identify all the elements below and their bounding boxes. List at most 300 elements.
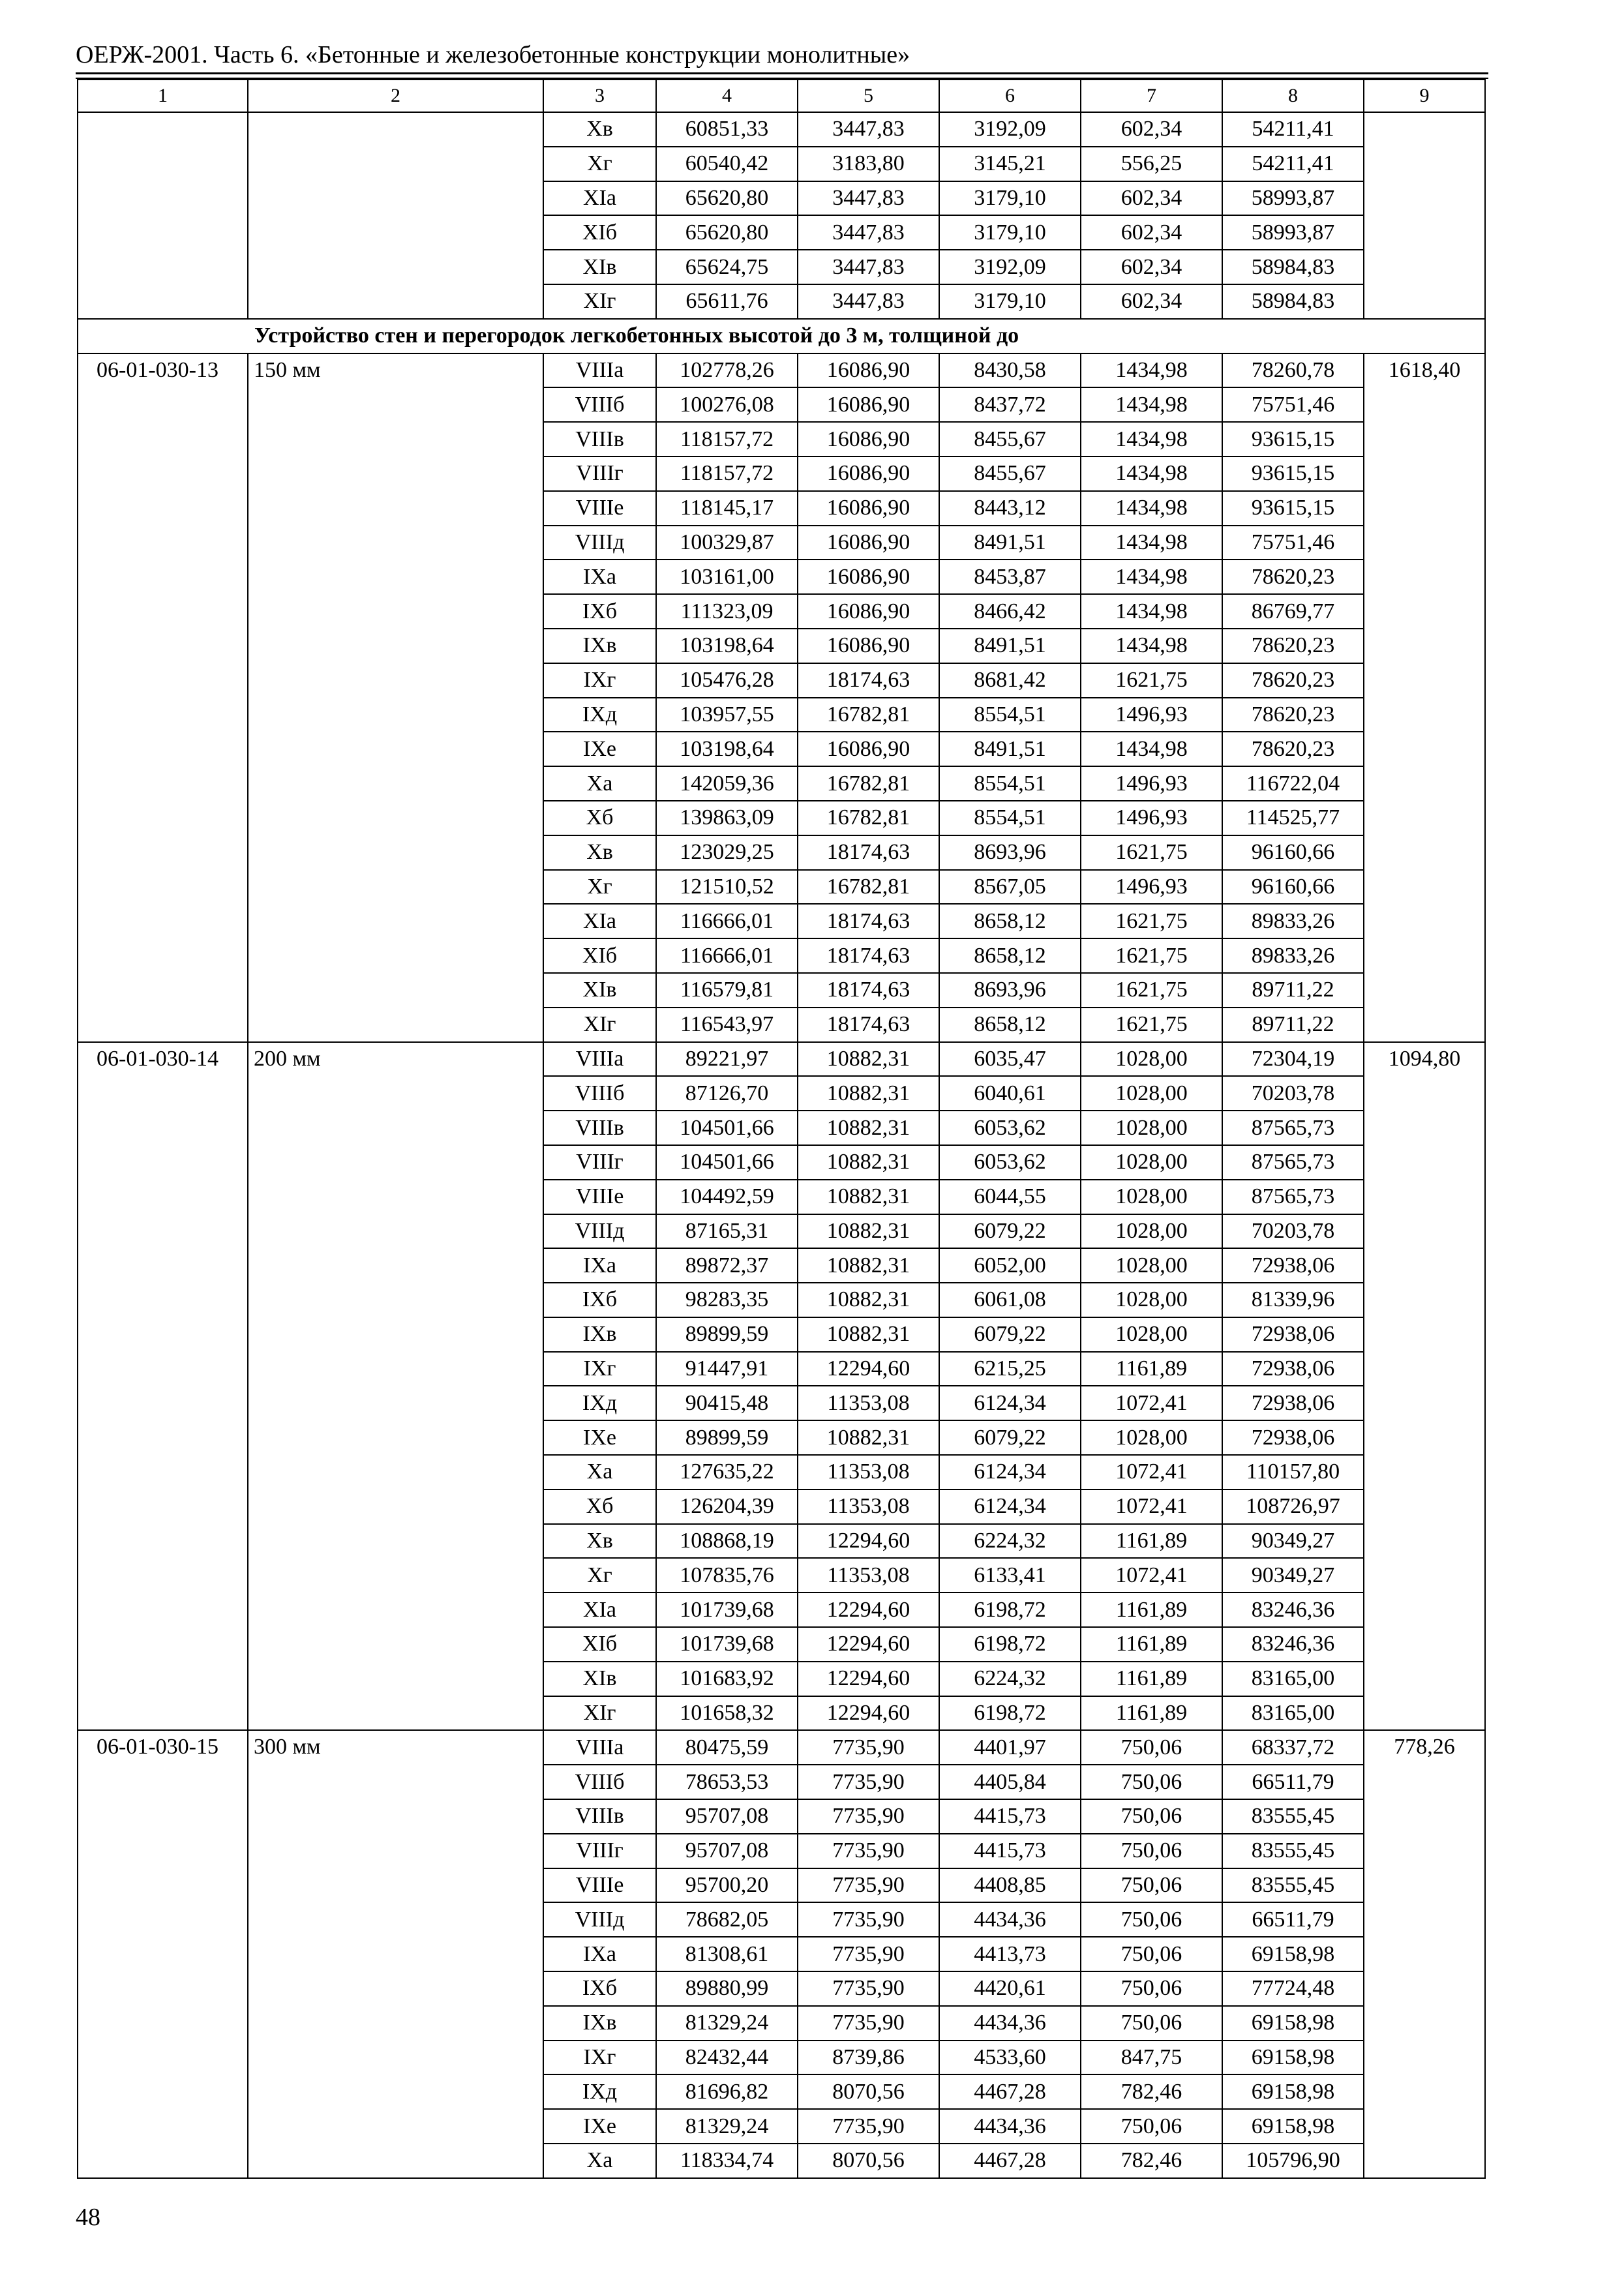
table-cell: 6040,61 bbox=[939, 1076, 1081, 1111]
table-cell: IXв bbox=[543, 1317, 656, 1352]
table-cell: 83555,45 bbox=[1222, 1799, 1364, 1834]
table-cell: 101683,92 bbox=[656, 1662, 798, 1696]
table-cell: 101658,32 bbox=[656, 1696, 798, 1731]
table-cell: 18174,63 bbox=[798, 835, 939, 870]
table-cell: 89880,99 bbox=[656, 1971, 798, 2006]
table-cell: 16782,81 bbox=[798, 698, 939, 732]
table-cell: 83246,36 bbox=[1222, 1593, 1364, 1627]
table-cell: 4467,28 bbox=[939, 2074, 1081, 2109]
table-cell: 81308,61 bbox=[656, 1937, 798, 1971]
table-cell: 750,06 bbox=[1081, 1971, 1222, 2006]
table-cell: 7735,90 bbox=[798, 2006, 939, 2041]
column-number: 6 bbox=[939, 80, 1081, 112]
rate-code: 06-01-030-15 bbox=[78, 1730, 248, 2177]
table-cell: 8443,12 bbox=[939, 491, 1081, 526]
table-cell: 1434,98 bbox=[1081, 422, 1222, 456]
table-cell: 1621,75 bbox=[1081, 1008, 1222, 1042]
table-cell: 105796,90 bbox=[1222, 2144, 1364, 2178]
table-cell: 10882,31 bbox=[798, 1420, 939, 1455]
table-cell: 78620,23 bbox=[1222, 732, 1364, 766]
table-cell: 12294,60 bbox=[798, 1662, 939, 1696]
table-cell: 1028,00 bbox=[1081, 1042, 1222, 1077]
table-cell: 12294,60 bbox=[798, 1524, 939, 1559]
table-cell: 8554,51 bbox=[939, 698, 1081, 732]
table-cell: 96160,66 bbox=[1222, 870, 1364, 905]
table-cell: IXа bbox=[543, 1248, 656, 1283]
table-cell: 556,25 bbox=[1081, 147, 1222, 181]
table-cell: 1028,00 bbox=[1081, 1076, 1222, 1111]
table-cell: 1496,93 bbox=[1081, 870, 1222, 905]
table-cell: 3145,21 bbox=[939, 147, 1081, 181]
rates-table-body bbox=[78, 80, 1485, 2178]
table-cell: 6133,41 bbox=[939, 1558, 1081, 1593]
table-cell: IXг bbox=[543, 2041, 656, 2075]
table-cell: 16086,90 bbox=[798, 387, 939, 422]
table-cell: VIIIд bbox=[543, 1902, 656, 1937]
table-cell: 89711,22 bbox=[1222, 1008, 1364, 1042]
table-cell: 72938,06 bbox=[1222, 1420, 1364, 1455]
table-cell: 83555,45 bbox=[1222, 1868, 1364, 1903]
table-cell: 81339,96 bbox=[1222, 1283, 1364, 1317]
table-cell: 6035,47 bbox=[939, 1042, 1081, 1077]
table-cell: 4420,61 bbox=[939, 1971, 1081, 2006]
table-cell: 8658,12 bbox=[939, 904, 1081, 938]
table-cell: 81329,24 bbox=[656, 2006, 798, 2041]
table-cell: 782,46 bbox=[1081, 2144, 1222, 2178]
table-cell: 8491,51 bbox=[939, 526, 1081, 560]
table-cell: 6079,22 bbox=[939, 1317, 1081, 1352]
table-cell: VIIIе bbox=[543, 1868, 656, 1903]
table-cell: 69158,98 bbox=[1222, 2109, 1364, 2144]
table-cell: VIIIв bbox=[543, 422, 656, 456]
table-cell: 58993,87 bbox=[1222, 181, 1364, 216]
table-cell: 101739,68 bbox=[656, 1627, 798, 1662]
table-cell: 6124,34 bbox=[939, 1386, 1081, 1420]
table-cell: 66511,79 bbox=[1222, 1765, 1364, 1799]
table-cell: 3192,09 bbox=[939, 250, 1081, 284]
table-cell: 18174,63 bbox=[798, 663, 939, 698]
table-cell: XIв bbox=[543, 1662, 656, 1696]
table-cell: 3447,83 bbox=[798, 284, 939, 319]
table-cell: 72938,06 bbox=[1222, 1352, 1364, 1386]
table-cell: 1028,00 bbox=[1081, 1111, 1222, 1145]
table-cell: 1434,98 bbox=[1081, 560, 1222, 594]
table-cell: 1072,41 bbox=[1081, 1455, 1222, 1489]
table-cell: Хг bbox=[543, 870, 656, 905]
table-cell: 602,34 bbox=[1081, 250, 1222, 284]
table-cell: 103957,55 bbox=[656, 698, 798, 732]
table-cell: 8693,96 bbox=[939, 835, 1081, 870]
table-cell: 83555,45 bbox=[1222, 1834, 1364, 1868]
table-cell: 4434,36 bbox=[939, 1902, 1081, 1937]
table-cell: VIIIб bbox=[543, 1076, 656, 1111]
column-number: 1 bbox=[78, 80, 248, 112]
table-cell: 18174,63 bbox=[798, 904, 939, 938]
table-cell: IXе bbox=[543, 2109, 656, 2144]
table-cell: 127635,22 bbox=[656, 1455, 798, 1489]
column-number: 2 bbox=[248, 80, 543, 112]
table-cell: 10882,31 bbox=[798, 1283, 939, 1317]
table-cell: 93615,15 bbox=[1222, 422, 1364, 456]
rate-code: 06-01-030-14 bbox=[78, 1042, 248, 1731]
table-cell: 78620,23 bbox=[1222, 663, 1364, 698]
table-cell: 116579,81 bbox=[656, 973, 798, 1008]
table-cell: 87565,73 bbox=[1222, 1145, 1364, 1180]
table-cell: 1028,00 bbox=[1081, 1283, 1222, 1317]
table-cell: 18174,63 bbox=[798, 973, 939, 1008]
table-cell: 6079,22 bbox=[939, 1420, 1081, 1455]
page-number: 48 bbox=[76, 2204, 100, 2231]
table-cell: 89899,59 bbox=[656, 1420, 798, 1455]
table-cell: 126204,39 bbox=[656, 1489, 798, 1524]
table-cell: 1434,98 bbox=[1081, 629, 1222, 663]
table-cell: VIIIе bbox=[543, 1180, 656, 1214]
table-cell: 3447,83 bbox=[798, 112, 939, 147]
table-cell: 72938,06 bbox=[1222, 1386, 1364, 1420]
rate-name: 200 мм bbox=[248, 1042, 543, 1731]
table-cell: 602,34 bbox=[1081, 215, 1222, 250]
column-number: 5 bbox=[798, 80, 939, 112]
table-cell: Хб bbox=[543, 801, 656, 835]
table-cell: 1028,00 bbox=[1081, 1248, 1222, 1283]
table-cell: 1028,00 bbox=[1081, 1145, 1222, 1180]
table-cell: 750,06 bbox=[1081, 2006, 1222, 2041]
table-cell: XIг bbox=[543, 1008, 656, 1042]
table-cell: 121510,52 bbox=[656, 870, 798, 905]
table-cell: XIв bbox=[543, 973, 656, 1008]
table-cell: 111323,09 bbox=[656, 594, 798, 629]
table-cell: 89833,26 bbox=[1222, 938, 1364, 973]
rate-code: 06-01-030-13 bbox=[78, 353, 248, 1042]
table-row bbox=[78, 1042, 1485, 1077]
table-cell: 8681,42 bbox=[939, 663, 1081, 698]
table-cell: 7735,90 bbox=[798, 1902, 939, 1937]
table-cell: 6224,32 bbox=[939, 1662, 1081, 1696]
table-cell: 6053,62 bbox=[939, 1111, 1081, 1145]
table-cell: 118157,72 bbox=[656, 422, 798, 456]
table-cell: 750,06 bbox=[1081, 1799, 1222, 1834]
table-cell: 8455,67 bbox=[939, 456, 1081, 491]
table-cell: 18174,63 bbox=[798, 1008, 939, 1042]
table-cell: 69158,98 bbox=[1222, 2006, 1364, 2041]
table-cell: VIIIд bbox=[543, 1214, 656, 1249]
table-cell: 6124,34 bbox=[939, 1455, 1081, 1489]
table-cell: IXа bbox=[543, 1937, 656, 1971]
col9-cell bbox=[1364, 112, 1485, 319]
table-cell: 8437,72 bbox=[939, 387, 1081, 422]
table-cell: 7735,90 bbox=[798, 1971, 939, 2006]
table-cell: 65624,75 bbox=[656, 250, 798, 284]
table-cell: 3183,80 bbox=[798, 147, 939, 181]
table-cell: 7735,90 bbox=[798, 1765, 939, 1799]
table-cell: 118145,17 bbox=[656, 491, 798, 526]
table-cell: 16086,90 bbox=[798, 526, 939, 560]
table-cell: 96160,66 bbox=[1222, 835, 1364, 870]
table-cell: 118334,74 bbox=[656, 2144, 798, 2178]
table-cell: 6044,55 bbox=[939, 1180, 1081, 1214]
table-cell: 78653,53 bbox=[656, 1765, 798, 1799]
table-cell: 1434,98 bbox=[1081, 353, 1222, 388]
table-cell: 1496,93 bbox=[1081, 766, 1222, 801]
rate-name: 300 мм bbox=[248, 1730, 543, 2177]
table-cell: 90415,48 bbox=[656, 1386, 798, 1420]
table-cell: XIг bbox=[543, 1696, 656, 1731]
table-cell: VIIIг bbox=[543, 1145, 656, 1180]
table-cell: 89221,97 bbox=[656, 1042, 798, 1077]
table-cell: IXг bbox=[543, 663, 656, 698]
table-cell: IXе bbox=[543, 732, 656, 766]
table-cell: 60851,33 bbox=[656, 112, 798, 147]
table-cell: 116666,01 bbox=[656, 904, 798, 938]
table-cell: 4434,36 bbox=[939, 2109, 1081, 2144]
table-cell: 54211,41 bbox=[1222, 112, 1364, 147]
table-cell: 1072,41 bbox=[1081, 1489, 1222, 1524]
table-cell: 1434,98 bbox=[1081, 387, 1222, 422]
table-cell: 10882,31 bbox=[798, 1042, 939, 1077]
table-cell: 1434,98 bbox=[1081, 732, 1222, 766]
table-cell: IXе bbox=[543, 1420, 656, 1455]
table-cell: 95707,08 bbox=[656, 1834, 798, 1868]
table-cell: 69158,98 bbox=[1222, 2041, 1364, 2075]
table-cell: 8567,05 bbox=[939, 870, 1081, 905]
table-cell: 10882,31 bbox=[798, 1145, 939, 1180]
table-cell: 95707,08 bbox=[656, 1799, 798, 1834]
table-cell: VIIIа bbox=[543, 1730, 656, 1765]
table-cell: 602,34 bbox=[1081, 284, 1222, 319]
table-cell: 54211,41 bbox=[1222, 147, 1364, 181]
table-cell: Ха bbox=[543, 766, 656, 801]
table-cell: 4434,36 bbox=[939, 2006, 1081, 2041]
table-cell: VIIIе bbox=[543, 491, 656, 526]
rate-col9: 1618,40 bbox=[1364, 353, 1485, 1042]
table-cell: 103198,64 bbox=[656, 732, 798, 766]
rate-name: 150 мм bbox=[248, 353, 543, 1042]
table-cell: 90349,27 bbox=[1222, 1524, 1364, 1559]
table-cell: 6061,08 bbox=[939, 1283, 1081, 1317]
document-header: ОЕРЖ-2001. Часть 6. «Бетонные и железобетонные конструкции монолитные» bbox=[76, 41, 910, 68]
table-cell: 7735,90 bbox=[798, 2109, 939, 2144]
table-cell: 6224,32 bbox=[939, 1524, 1081, 1559]
table-cell: 98283,35 bbox=[656, 1283, 798, 1317]
table-cell: 1028,00 bbox=[1081, 1420, 1222, 1455]
table-cell: 58984,83 bbox=[1222, 250, 1364, 284]
table-cell: 4533,60 bbox=[939, 2041, 1081, 2075]
table-cell: XIб bbox=[543, 215, 656, 250]
table-cell: 11353,08 bbox=[798, 1489, 939, 1524]
table-cell: 69158,98 bbox=[1222, 2074, 1364, 2109]
table-cell: 65611,76 bbox=[656, 284, 798, 319]
table-cell: XIа bbox=[543, 1593, 656, 1627]
table-cell: 11353,08 bbox=[798, 1558, 939, 1593]
table-cell: 8455,67 bbox=[939, 422, 1081, 456]
table-cell: 1434,98 bbox=[1081, 526, 1222, 560]
table-cell: IXд bbox=[543, 1386, 656, 1420]
table-cell: 83165,00 bbox=[1222, 1696, 1364, 1731]
table-cell: VIIIв bbox=[543, 1111, 656, 1145]
table-cell: 116722,04 bbox=[1222, 766, 1364, 801]
table-cell: 8658,12 bbox=[939, 1008, 1081, 1042]
table-cell: 89899,59 bbox=[656, 1317, 798, 1352]
table-cell: 8453,87 bbox=[939, 560, 1081, 594]
table-cell: 1072,41 bbox=[1081, 1386, 1222, 1420]
table-cell: 104492,59 bbox=[656, 1180, 798, 1214]
table-cell: 1496,93 bbox=[1081, 801, 1222, 835]
table-cell: 72938,06 bbox=[1222, 1317, 1364, 1352]
table-cell: 16086,90 bbox=[798, 560, 939, 594]
table-cell: 16086,90 bbox=[798, 594, 939, 629]
table-cell: 10882,31 bbox=[798, 1214, 939, 1249]
table-cell: 8554,51 bbox=[939, 766, 1081, 801]
table-cell: 16086,90 bbox=[798, 353, 939, 388]
table-cell: 1621,75 bbox=[1081, 973, 1222, 1008]
table-cell: 6124,34 bbox=[939, 1489, 1081, 1524]
table-cell: VIIIд bbox=[543, 526, 656, 560]
table-cell: 8070,56 bbox=[798, 2144, 939, 2178]
table-cell: 1161,89 bbox=[1081, 1662, 1222, 1696]
table-cell: Хв bbox=[543, 835, 656, 870]
table-cell: 1028,00 bbox=[1081, 1214, 1222, 1249]
column-number: 3 bbox=[543, 80, 656, 112]
table-cell: 78620,23 bbox=[1222, 560, 1364, 594]
table-cell: Хв bbox=[543, 112, 656, 147]
table-cell: 4413,73 bbox=[939, 1937, 1081, 1971]
table-cell: 16782,81 bbox=[798, 870, 939, 905]
table-cell: 66511,79 bbox=[1222, 1902, 1364, 1937]
table-cell: 72304,19 bbox=[1222, 1042, 1364, 1077]
table-cell: 78682,05 bbox=[656, 1902, 798, 1937]
table-cell: 93615,15 bbox=[1222, 491, 1364, 526]
section-row bbox=[78, 319, 1485, 353]
table-cell: 78620,23 bbox=[1222, 698, 1364, 732]
table-cell: 89711,22 bbox=[1222, 973, 1364, 1008]
table-cell: 12294,60 bbox=[798, 1627, 939, 1662]
table-cell: VIIIа bbox=[543, 1042, 656, 1077]
table-cell: XIб bbox=[543, 938, 656, 973]
table-cell: IXв bbox=[543, 2006, 656, 2041]
table-cell: 7735,90 bbox=[798, 1730, 939, 1765]
table-cell: 103198,64 bbox=[656, 629, 798, 663]
table-cell: 16782,81 bbox=[798, 801, 939, 835]
table-cell: 750,06 bbox=[1081, 1868, 1222, 1903]
table-cell: 65620,80 bbox=[656, 215, 798, 250]
table-cell: 1072,41 bbox=[1081, 1558, 1222, 1593]
table-cell: 90349,27 bbox=[1222, 1558, 1364, 1593]
table-cell: 58984,83 bbox=[1222, 284, 1364, 319]
table-row bbox=[78, 112, 1485, 147]
table-cell: VIIIа bbox=[543, 353, 656, 388]
rate-col9: 778,26 bbox=[1364, 1730, 1485, 2177]
table-cell: 82432,44 bbox=[656, 2041, 798, 2075]
table-cell: 83165,00 bbox=[1222, 1662, 1364, 1696]
column-number: 4 bbox=[656, 80, 798, 112]
table-cell: 1621,75 bbox=[1081, 938, 1222, 973]
table-cell: Хб bbox=[543, 1489, 656, 1524]
table-cell: 6215,25 bbox=[939, 1352, 1081, 1386]
table-cell: 80475,59 bbox=[656, 1730, 798, 1765]
table-cell: 16086,90 bbox=[798, 629, 939, 663]
table-cell: 1434,98 bbox=[1081, 491, 1222, 526]
table-cell: 8466,42 bbox=[939, 594, 1081, 629]
table-cell: 110157,80 bbox=[1222, 1455, 1364, 1489]
table-cell: VIIIг bbox=[543, 456, 656, 491]
table-cell: 8430,58 bbox=[939, 353, 1081, 388]
table-cell: 87565,73 bbox=[1222, 1180, 1364, 1214]
table-cell: 116543,97 bbox=[656, 1008, 798, 1042]
table-cell: 6053,62 bbox=[939, 1145, 1081, 1180]
table-cell: 18174,63 bbox=[798, 938, 939, 973]
table-cell: 3179,10 bbox=[939, 284, 1081, 319]
table-cell: 8739,86 bbox=[798, 2041, 939, 2075]
table-cell: 602,34 bbox=[1081, 181, 1222, 216]
table-cell: Хг bbox=[543, 1558, 656, 1593]
table-cell: 3447,83 bbox=[798, 250, 939, 284]
table-cell: XIа bbox=[543, 904, 656, 938]
table-cell: 7735,90 bbox=[798, 1799, 939, 1834]
table-cell: 6198,72 bbox=[939, 1696, 1081, 1731]
table-cell: 1161,89 bbox=[1081, 1524, 1222, 1559]
table-cell: 3179,10 bbox=[939, 215, 1081, 250]
table-cell: 1161,89 bbox=[1081, 1627, 1222, 1662]
table-cell: 104501,66 bbox=[656, 1145, 798, 1180]
table-cell: 16086,90 bbox=[798, 732, 939, 766]
table-cell: 89872,37 bbox=[656, 1248, 798, 1283]
table-cell: 1434,98 bbox=[1081, 456, 1222, 491]
table-cell: 75751,46 bbox=[1222, 526, 1364, 560]
table-cell: 16086,90 bbox=[798, 491, 939, 526]
table-cell: 70203,78 bbox=[1222, 1214, 1364, 1249]
table-cell: 142059,36 bbox=[656, 766, 798, 801]
table-cell: 58993,87 bbox=[1222, 215, 1364, 250]
table-cell: 108726,97 bbox=[1222, 1489, 1364, 1524]
table-cell: 60540,42 bbox=[656, 147, 798, 181]
table-cell: 139863,09 bbox=[656, 801, 798, 835]
table-cell: 68337,72 bbox=[1222, 1730, 1364, 1765]
table-cell: IXб bbox=[543, 594, 656, 629]
table-cell: 81696,82 bbox=[656, 2074, 798, 2109]
table-cell: 602,34 bbox=[1081, 112, 1222, 147]
table-cell: 100276,08 bbox=[656, 387, 798, 422]
table-cell: 78260,78 bbox=[1222, 353, 1364, 388]
column-number: 7 bbox=[1081, 80, 1222, 112]
table-cell: 8658,12 bbox=[939, 938, 1081, 973]
table-cell: 4467,28 bbox=[939, 2144, 1081, 2178]
column-number: 8 bbox=[1222, 80, 1364, 112]
table-cell: 104501,66 bbox=[656, 1111, 798, 1145]
table-cell: 1621,75 bbox=[1081, 663, 1222, 698]
table-cell: 750,06 bbox=[1081, 2109, 1222, 2144]
table-cell: 12294,60 bbox=[798, 1352, 939, 1386]
table-cell: 114525,77 bbox=[1222, 801, 1364, 835]
table-cell: 89833,26 bbox=[1222, 904, 1364, 938]
table-cell: 6198,72 bbox=[939, 1627, 1081, 1662]
table-cell: XIб bbox=[543, 1627, 656, 1662]
table-cell: 118157,72 bbox=[656, 456, 798, 491]
table-cell: 102778,26 bbox=[656, 353, 798, 388]
table-cell: 1161,89 bbox=[1081, 1593, 1222, 1627]
table-cell: 7735,90 bbox=[798, 1868, 939, 1903]
table-cell: 8491,51 bbox=[939, 629, 1081, 663]
table-cell: 847,75 bbox=[1081, 2041, 1222, 2075]
table-cell: 1161,89 bbox=[1081, 1696, 1222, 1731]
table-cell: 6052,00 bbox=[939, 1248, 1081, 1283]
table-cell: 750,06 bbox=[1081, 1937, 1222, 1971]
table-cell: 95700,20 bbox=[656, 1868, 798, 1903]
table-cell: 6079,22 bbox=[939, 1214, 1081, 1249]
table-cell: IXб bbox=[543, 1971, 656, 2006]
table-cell: VIIIв bbox=[543, 1799, 656, 1834]
table-cell: XIв bbox=[543, 250, 656, 284]
table-cell: 750,06 bbox=[1081, 1834, 1222, 1868]
